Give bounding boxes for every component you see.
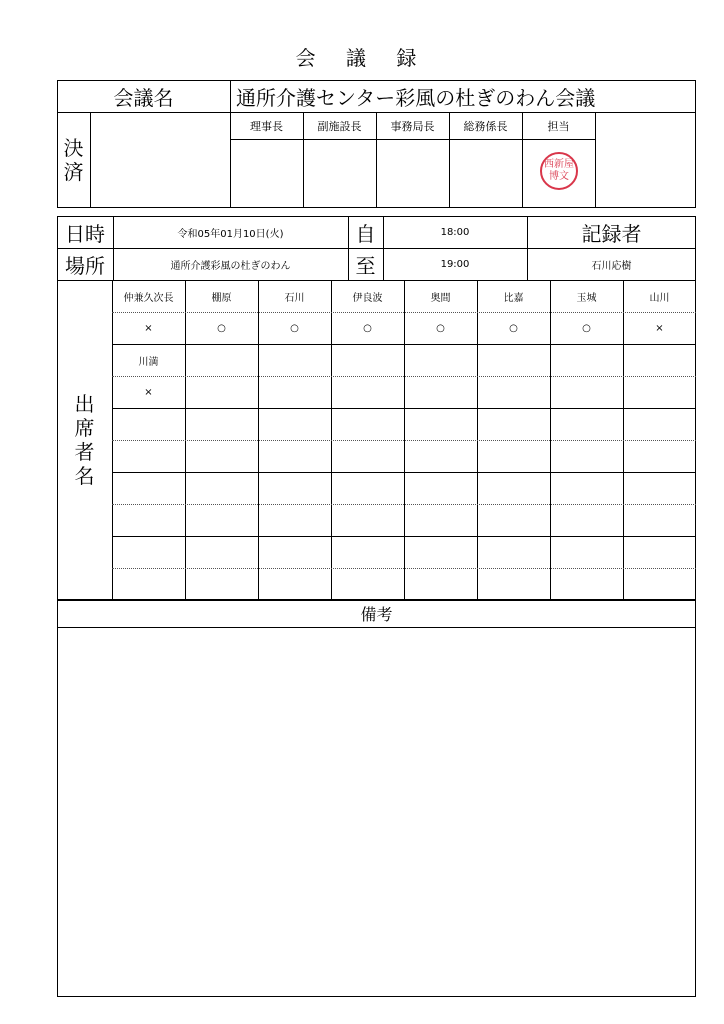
attendee-name: 棚原	[211, 292, 232, 304]
attendee-name: 玉城	[576, 292, 597, 304]
attendee-name: 比嘉	[503, 292, 524, 304]
attendance-mark: ○	[436, 322, 445, 334]
role-general-affairs-chief: 総務係長	[463, 119, 508, 133]
attendance-mark: ×	[144, 322, 153, 334]
attendance-mark: ○	[290, 322, 299, 334]
attendee-name: 川満	[138, 356, 159, 368]
attendee-name: 仲兼久次長	[123, 292, 174, 304]
role-person-in-charge: 担当	[547, 119, 570, 133]
attendance-label: 出 席 者 名	[74, 392, 95, 488]
date-value: 令和05年01月10日(火)	[177, 228, 284, 240]
approval-label: 決 済	[63, 136, 84, 184]
attendee-name: 山川	[649, 292, 670, 304]
to-label: 至	[355, 253, 376, 278]
from-label: 自	[355, 221, 376, 246]
recorder-label: 記録者	[581, 221, 642, 246]
attendee-name: 石川	[284, 292, 305, 304]
recorder-value: 石川応樹	[591, 260, 632, 272]
remarks-body	[58, 628, 695, 996]
attendance-mark: ○	[509, 322, 518, 334]
place-value: 通所介護彩風の杜ぎのわん	[170, 260, 291, 272]
date-label: 日時	[65, 221, 105, 246]
attendance-mark: ×	[144, 386, 153, 398]
meeting-name-label: 会議名	[113, 85, 174, 110]
approval-seal: 西新屋 博文	[540, 152, 578, 190]
attendance-mark: ○	[582, 322, 591, 334]
attendance-mark: ×	[655, 322, 664, 334]
attendance-mark: ○	[217, 322, 226, 334]
from-time: 18:00	[440, 226, 470, 238]
remarks-label: 備考	[360, 605, 393, 624]
role-vice-director: 副施設長	[317, 119, 362, 133]
attendee-name: 伊良波	[352, 292, 383, 304]
document-title: 会 議 録	[295, 45, 429, 70]
place-label: 場所	[65, 253, 105, 278]
role-secretary-general: 事務局長	[390, 119, 435, 133]
role-chairman: 理事長	[250, 119, 283, 133]
attendee-name: 奥間	[430, 292, 451, 304]
meeting-name-value: 通所介護センター彩風の杜ぎのわん会議	[236, 85, 596, 110]
attendance-mark: ○	[363, 322, 372, 334]
to-time: 19:00	[440, 258, 470, 270]
